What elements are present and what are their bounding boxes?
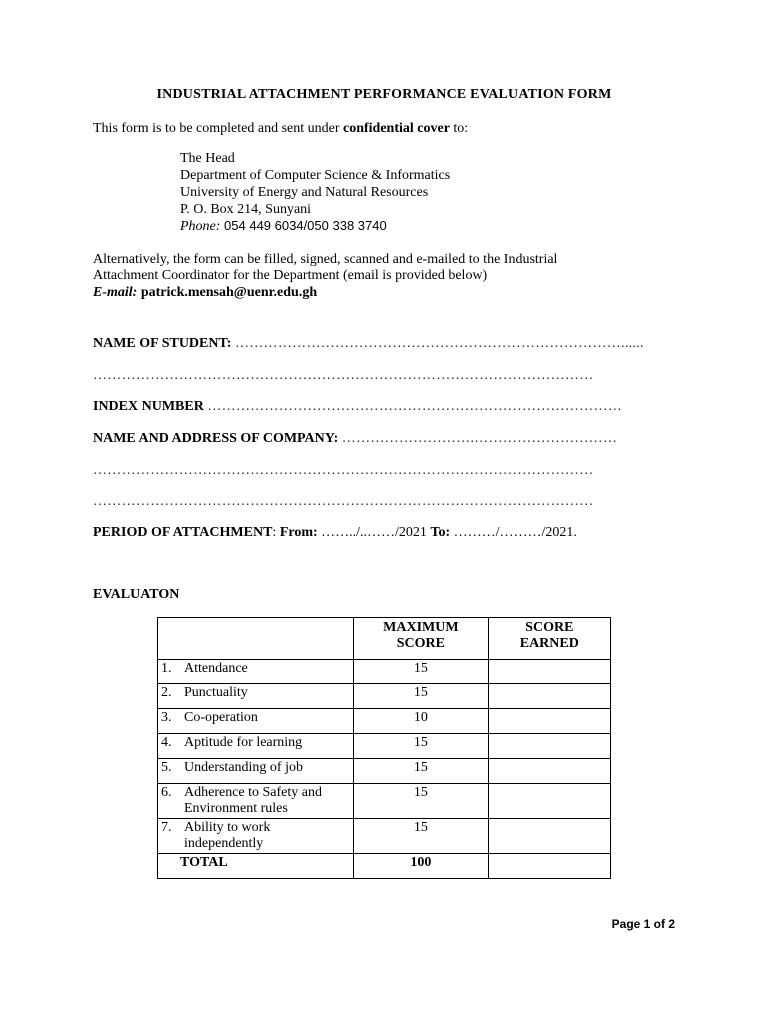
row-number: 1. <box>161 661 172 676</box>
student-name-dots[interactable]: ………………………………………………………………………...... <box>234 336 644 351</box>
max-score-value: 15 <box>413 735 428 750</box>
form-title: INDUSTRIAL ATTACHMENT PERFORMANCE EVALUATION FORM <box>156 87 612 102</box>
criteria-label: Aptitude for learning <box>184 735 303 750</box>
row-number: 2. <box>161 685 172 700</box>
score-earned-input[interactable] <box>488 734 610 759</box>
table-row <box>158 660 611 684</box>
evaluation-heading: EVALUATON <box>93 587 180 602</box>
criteria-label: Attendance <box>184 661 248 676</box>
table-row <box>158 734 611 759</box>
address-line-3: University of Energy and Natural Resources <box>180 185 429 200</box>
company-dots-2[interactable]: …………………………………………………………………………………………… <box>93 463 594 478</box>
criteria-label: Punctuality <box>184 685 248 700</box>
header-max-line-2: SCORE <box>396 636 445 651</box>
evaluation-table <box>157 617 611 879</box>
score-earned-input[interactable] <box>488 759 610 784</box>
total-value: 100 <box>410 855 432 870</box>
period-colon: : <box>272 525 280 540</box>
period-label: PERIOD OF ATTACHMENT <box>93 525 273 540</box>
intro-prefix: This form is to be completed and sent under <box>93 121 343 136</box>
table-header-row <box>158 618 611 660</box>
intro-bold: confidential cover <box>343 121 450 136</box>
index-number-field[interactable] <box>93 399 622 415</box>
address-line-4: P. O. Box 214, Sunyani <box>180 202 312 217</box>
header-max-line-1: MAXIMUM <box>383 620 459 635</box>
student-name-label: NAME OF STUDENT: <box>93 336 232 351</box>
address-line-1: The Head <box>180 151 235 166</box>
company-dots-3[interactable]: …………………………………………………………………………………………… <box>93 494 594 509</box>
header-earned-line-1: SCORE <box>525 620 574 635</box>
company-label: NAME AND ADDRESS OF COMPANY: <box>93 431 339 446</box>
phone-label: Phone: <box>180 219 221 234</box>
intro-text <box>93 121 468 137</box>
email-label: E-mail: <box>93 285 138 300</box>
score-earned-input[interactable] <box>488 819 610 854</box>
score-earned-input[interactable] <box>488 709 610 734</box>
criteria-label-line-2: Environment rules <box>184 801 288 816</box>
alt-line-2: Attachment Coordinator for the Department (email is provided below) <box>93 268 488 283</box>
index-number-label: INDEX NUMBER <box>93 399 204 414</box>
row-number: 3. <box>161 710 172 725</box>
table-row <box>158 819 611 854</box>
max-score-value: 15 <box>413 820 428 835</box>
total-row <box>158 854 611 879</box>
criteria-label: Understanding of job <box>184 760 303 775</box>
phone-line <box>180 218 387 235</box>
header-earned-line-2: EARNED <box>519 636 579 651</box>
table-row <box>158 759 611 784</box>
criteria-label: Ability to work <box>184 820 271 835</box>
header-max-score <box>354 618 488 660</box>
header-criteria-cell <box>158 618 354 660</box>
score-earned-input[interactable] <box>488 660 610 684</box>
criteria-label-line-2: independently <box>184 836 264 851</box>
criteria-label: Co-operation <box>184 710 258 725</box>
address-line-2: Department of Computer Science & Informatics <box>180 168 451 183</box>
score-earned-input[interactable] <box>488 684 610 709</box>
phone-value: 054 449 6034/050 338 3740 <box>220 218 387 233</box>
period-from-value[interactable]: ……../..……/2021 <box>317 525 431 540</box>
company-field[interactable] <box>93 431 617 447</box>
total-label: TOTAL <box>180 855 228 870</box>
max-score-value: 15 <box>413 760 428 775</box>
page-number: Page 1 of 2 <box>611 917 675 931</box>
row-number: 4. <box>161 735 172 750</box>
criteria-label: Adherence to Safety and <box>184 785 322 800</box>
student-name-field[interactable] <box>93 336 644 352</box>
row-number: 7. <box>161 820 172 835</box>
row-number: 6. <box>161 785 172 800</box>
row-number: 5. <box>161 760 172 775</box>
period-field[interactable] <box>93 525 577 541</box>
period-to-label: To: <box>430 525 451 540</box>
total-earned-input[interactable] <box>488 854 610 879</box>
table-row <box>158 784 611 819</box>
max-score-value: 15 <box>413 785 428 800</box>
period-to-value[interactable]: ………/………/2021. <box>450 525 577 540</box>
score-earned-input[interactable] <box>488 784 610 819</box>
email-line <box>93 285 317 301</box>
alt-line-1: Alternatively, the form can be filled, signed, scanned and e-mailed to the Industrial <box>93 252 558 267</box>
max-score-value: 15 <box>413 685 428 700</box>
header-score-earned <box>488 618 610 660</box>
index-number-dots[interactable]: …………………………………………………………………………… <box>207 399 623 414</box>
max-score-value: 15 <box>413 661 428 676</box>
company-dots[interactable]: ……………………….………………………… <box>341 431 618 446</box>
table-row <box>158 709 611 734</box>
period-from-label: From: <box>279 525 318 540</box>
student-name-dots-2[interactable]: …………………………………………………………………………………………… <box>93 368 594 383</box>
table-row <box>158 684 611 709</box>
email-value[interactable]: patrick.mensah@uenr.edu.gh <box>137 285 318 300</box>
max-score-value: 10 <box>413 710 428 725</box>
intro-suffix: to: <box>449 121 469 136</box>
